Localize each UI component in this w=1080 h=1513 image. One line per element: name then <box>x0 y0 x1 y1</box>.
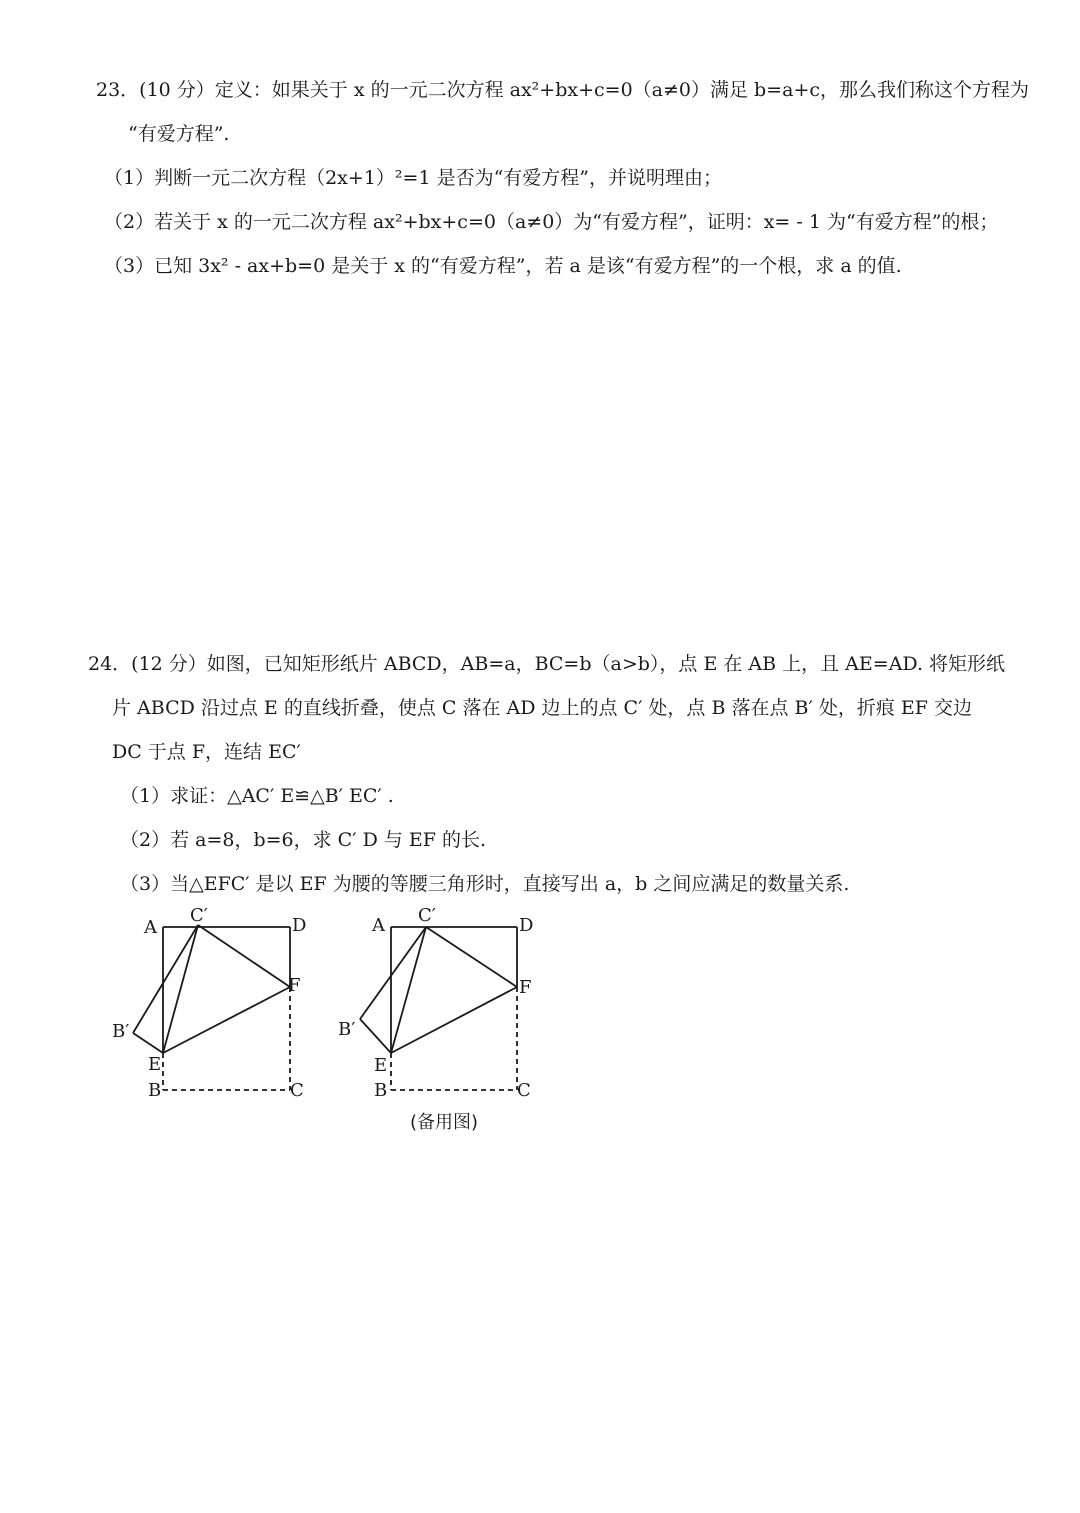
fig2-label-C: C <box>517 1080 531 1101</box>
fig2-label-E: E <box>374 1055 388 1076</box>
fig1-label-C-prime: C′ <box>190 905 208 926</box>
fig1-segment-CE <box>163 925 198 1053</box>
q24-part-2: （2）若 a=8，b=6，求 C′ D 与 EF 的长. <box>120 829 487 851</box>
fig1-fold-CF <box>198 925 290 987</box>
q24-text-line-2: 片 ABCD 沿过点 E 的直线折叠，使点 C 落在 AD 边上的点 C′ 处，点 B 落在点 B′ 处，折痕 EF 交边 <box>112 697 972 719</box>
q23-part-3: （3）已知 3x² - ax+b=0 是关于 x 的“有爱方程”，若 a 是该“有爱方程”的一个根，求 a 的值. <box>104 255 902 277</box>
fig1-segment-CB <box>133 925 198 1033</box>
fig1-label-F: F <box>288 975 301 996</box>
fig1-segment-BE <box>133 1033 163 1053</box>
q23-part-1: （1）判断一元二次方程（2x+1）²=1 是否为“有爱方程”，并说明理由； <box>104 167 722 189</box>
fig2-label-C-prime: C′ <box>418 905 436 926</box>
fig1-label-D: D <box>292 915 307 936</box>
fig2-label-F: F <box>519 977 532 998</box>
q24-part-1: （1）求证：△AC′ E≌△B′ EC′ . <box>120 785 394 807</box>
spare-figure-caption: (备用图) <box>410 1112 479 1133</box>
fig1-label-A: A <box>144 917 157 938</box>
fig2-label-B: B <box>374 1080 388 1101</box>
fig2-label-B-prime: B′ <box>338 1019 356 1040</box>
fig2-segment-BE <box>360 1019 391 1053</box>
fig1-label-B-prime: B′ <box>112 1021 130 1042</box>
fig1-label-B: B <box>148 1080 162 1101</box>
fig2-crease-EF <box>391 987 517 1053</box>
fig2-segment-CE <box>391 927 426 1053</box>
fig2-label-D: D <box>519 915 534 936</box>
fig1-label-E: E <box>148 1054 162 1075</box>
q23-definition-term: “有爱方程”. <box>128 123 230 145</box>
fig1-label-C: C <box>290 1080 304 1101</box>
fig2-segment-CB <box>360 927 426 1019</box>
fig1-crease-EF <box>163 987 290 1053</box>
q23-heading: 23．(10 分）定义：如果关于 x 的一元二次方程 ax²+bx+c=0（a≠0）满足 b=a+c，那么我们称这个方程为 <box>96 79 1030 101</box>
figure-main-labels <box>112 905 306 1101</box>
q24-text-line-3: DC 于点 F，连结 EC′ <box>112 741 301 763</box>
q24-heading: 24．(12 分）如图，已知矩形纸片 ABCD，AB=a，BC=b（a>b），点 E 在 AB 上，且 AE=AD. 将矩形纸 <box>88 653 1006 675</box>
q24-figures <box>100 895 560 1140</box>
q23-part-2: （2）若关于 x 的一元二次方程 ax²+bx+c=0（a≠0）为“有爱方程”，证明：x= - 1 为“有爱方程”的根； <box>104 211 999 233</box>
q24-part-3: （3）当△EFC′ 是以 EF 为腰的等腰三角形时，直接写出 a，b 之间应满足的数量关系. <box>120 873 850 895</box>
fig2-label-A: A <box>372 915 385 936</box>
fig2-fold-CF <box>426 927 517 987</box>
